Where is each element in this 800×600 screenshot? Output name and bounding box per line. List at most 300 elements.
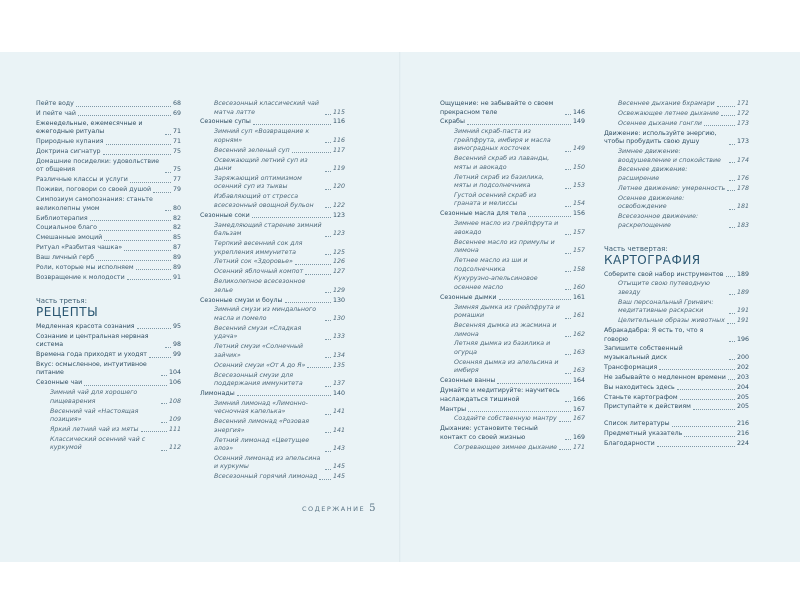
toc-entry[interactable]	[36, 436, 181, 453]
toc-entry[interactable]	[440, 220, 585, 237]
toc-entry[interactable]	[200, 278, 345, 295]
dot-leader	[565, 169, 571, 170]
toc-entry[interactable]	[604, 110, 749, 119]
toc-entry-page: 112	[168, 444, 181, 452]
dot-leader	[672, 426, 735, 427]
dot-leader	[325, 254, 331, 255]
toc-entry[interactable]	[604, 299, 749, 316]
toc-entry-title: Дыхание: установите тесный контакт со своей жизнью	[440, 425, 538, 441]
toc-entry[interactable]	[36, 254, 181, 263]
dot-leader	[565, 234, 571, 235]
toc-entry-title: Осенний яблочный компот	[214, 268, 304, 276]
toc-entry[interactable]	[200, 455, 345, 472]
toc-entry[interactable]	[36, 110, 181, 119]
dot-leader	[124, 250, 171, 251]
toc-entry-page: 166	[572, 395, 585, 403]
toc-entry-page: 119	[332, 165, 345, 173]
toc-entry[interactable]	[36, 186, 181, 195]
dot-leader	[565, 439, 571, 440]
dot-leader	[677, 389, 735, 390]
toc-entry[interactable]	[604, 317, 749, 326]
toc-entry-page: 160	[572, 283, 585, 291]
toc-entry[interactable]	[200, 390, 345, 399]
toc-entry[interactable]	[440, 425, 585, 442]
dot-leader	[325, 142, 331, 143]
toc-entry[interactable]	[440, 406, 585, 415]
toc-entry[interactable]	[200, 372, 345, 389]
toc-entry-page: 109	[168, 416, 181, 424]
toc-entry[interactable]	[440, 322, 585, 339]
toc-entry-page: 134	[332, 351, 345, 359]
toc-entry-title: Ваш персональный Гринвич: медитативные раскраски	[618, 298, 714, 315]
dot-leader	[468, 411, 571, 412]
toc-entry[interactable]	[200, 147, 345, 156]
toc-entry-page: 82	[172, 214, 181, 222]
toc-entry[interactable]	[200, 268, 345, 277]
toc-entry-title: Всесезонный классический чай матча латте	[214, 100, 319, 116]
toc-entry-page: 91	[172, 273, 181, 281]
toc-entry-page: 204	[736, 383, 749, 391]
toc-column-2	[200, 100, 345, 483]
toc-entry[interactable]	[604, 166, 749, 183]
toc-entry-page: 163	[572, 367, 585, 375]
toc-entry[interactable]	[200, 128, 345, 145]
toc-entry-title: Кукурузно-апельсиновое осеннее масло	[454, 275, 538, 291]
toc-entry-title: Весеннее дыхание бхрамари	[618, 100, 715, 107]
toc-entry-title: Различные классы и услуги	[36, 176, 128, 184]
toc-entry-title: Вы находитесь здесь	[604, 383, 675, 391]
toc-entry-page: 202	[736, 363, 749, 371]
toc-entry[interactable]	[200, 306, 345, 323]
toc-entry-title: Домашние посиделки: удовольствие от общения	[36, 157, 160, 174]
toc-entry[interactable]	[36, 389, 181, 406]
toc-entry-page: 158	[572, 265, 585, 273]
toc-column-1	[36, 100, 181, 454]
toc-entry[interactable]	[440, 128, 585, 154]
toc-entry-title: Терпкий весенний сок для укрепления иммунитета	[214, 240, 303, 256]
toc-entry-page: 111	[168, 425, 181, 433]
dot-leader	[693, 409, 735, 410]
toc-entry-title: Избавляющий от стресса всесезонный овощной бульон	[214, 193, 314, 209]
toc-entry-page: 85	[172, 234, 181, 242]
dot-leader	[565, 188, 571, 189]
page-footer	[302, 503, 375, 514]
part-title: РЕЦЕПТЫ	[36, 304, 99, 319]
dot-leader	[729, 180, 735, 181]
toc-entry-title: Согревающее зимнее дыхание	[454, 443, 558, 451]
toc-entry[interactable]	[604, 185, 749, 194]
toc-entry-page: 135	[332, 361, 345, 369]
toc-entry-title: Думайте и медитируйте: научитесь наслаждаться тишиной	[440, 387, 560, 403]
toc-entry[interactable]	[200, 258, 345, 267]
toc-entry-title: Освежающий летний суп из дыни	[214, 156, 308, 173]
toc-entry[interactable]	[36, 176, 181, 185]
toc-entry-title: Весенний смузи «Сладкая удача»	[214, 324, 302, 341]
toc-entry[interactable]	[36, 138, 181, 147]
footer-page-number: 5	[369, 503, 376, 514]
toc-entry[interactable]	[200, 118, 345, 127]
toc-entry[interactable]	[440, 340, 585, 357]
toc-entry-page: 146	[572, 108, 585, 116]
toc-entry[interactable]	[36, 379, 181, 388]
dot-leader	[565, 318, 571, 319]
toc-entry-title: Поживи, поговори со своей душой	[36, 186, 152, 194]
dot-leader	[729, 313, 735, 314]
dot-leader	[165, 347, 171, 348]
toc-entry[interactable]	[36, 323, 181, 332]
dot-leader	[305, 274, 331, 275]
toc-entry-title: Всесезонный горячий лимонад	[214, 473, 318, 481]
toc-entry-title: Вкус: осмысленное, интуитивное питание	[36, 360, 147, 377]
toc-entry-page: 87	[172, 244, 181, 252]
toc-entry[interactable]	[200, 437, 345, 454]
dot-leader	[78, 115, 171, 116]
toc-entry-title: Социальное благо	[36, 224, 97, 232]
toc-entry[interactable]	[604, 420, 749, 429]
toc-entry-page: 167	[572, 405, 585, 413]
toc-entry-page: 224	[736, 440, 749, 448]
toc-entry-page: 129	[332, 286, 345, 294]
toc-entry[interactable]	[36, 274, 181, 283]
toc-entry-page: 164	[572, 377, 585, 385]
dot-leader	[161, 403, 167, 404]
toc-entry[interactable]	[440, 415, 585, 424]
toc-entry-title: Осенний смузи «От А до Я»	[214, 361, 306, 369]
dot-leader	[497, 383, 571, 384]
toc-entry-page: 106	[168, 379, 181, 387]
spacer	[604, 232, 749, 239]
toc-entry[interactable]	[604, 271, 749, 280]
toc-entry-title: Весенний скраб из лаванды, мяты и авокадо	[454, 155, 550, 171]
dot-leader	[325, 320, 331, 321]
toc-entry-page: 154	[572, 200, 585, 208]
toc-entry-page: 150	[572, 163, 585, 171]
dot-leader	[325, 386, 331, 387]
toc-entry[interactable]	[440, 100, 585, 117]
toc-entry-title: Весеннее движение: расширение	[618, 166, 688, 182]
toc-entry[interactable]	[36, 215, 181, 224]
toc-entry[interactable]	[36, 148, 181, 157]
toc-entry[interactable]	[200, 343, 345, 360]
toc-entry-title: Лимонады	[200, 389, 235, 397]
toc-entry-title: Целительные образы животных	[618, 317, 725, 325]
toc-entry-title: Движение: используйте энергию, чтобы пробудить свою душу	[604, 129, 717, 146]
toc-entry-page: 141	[332, 408, 345, 416]
toc-entry[interactable]	[604, 327, 749, 344]
toc-entry-page: 205	[736, 393, 749, 401]
toc-entry[interactable]	[36, 120, 181, 137]
toc-entry[interactable]	[36, 196, 181, 213]
dot-leader	[325, 207, 331, 208]
toc-entry[interactable]	[36, 361, 181, 378]
toc-entry[interactable]	[604, 384, 749, 393]
dot-leader	[165, 210, 171, 211]
toc-entry[interactable]	[200, 473, 345, 482]
dot-leader	[565, 271, 571, 272]
toc-entry-title: Роли, которые мы исполняем	[36, 263, 134, 271]
toc-entry-title: Зимнее масло из грейпфрута и авокадо	[454, 220, 559, 236]
dot-leader	[285, 302, 331, 303]
toc-entry[interactable]	[440, 210, 585, 219]
toc-entry-page: 172	[736, 109, 749, 117]
toc-entry[interactable]	[200, 240, 345, 257]
toc-entry-title: Всесезонное движение: раскрепощение	[618, 213, 699, 229]
toc-entry[interactable]	[36, 100, 181, 109]
toc-entry-title: Пейте воду	[36, 100, 74, 107]
toc-entry[interactable]	[604, 120, 749, 129]
toc-entry-page: 95	[172, 322, 181, 330]
toc-entry-title: Летний лимонад «Цветущее алоэ»	[214, 436, 310, 453]
toc-entry[interactable]	[604, 195, 749, 212]
toc-entry[interactable]	[604, 430, 749, 439]
toc-entry-title: Библиотерапия	[36, 214, 88, 222]
toc-entry-page: 123	[332, 230, 345, 238]
toc-entry-page: 149	[572, 118, 585, 126]
toc-entry[interactable]	[604, 394, 749, 403]
dot-leader	[680, 399, 735, 400]
dot-leader	[717, 106, 735, 107]
dot-leader	[161, 375, 167, 376]
toc-entry[interactable]	[440, 155, 585, 172]
toc-entry[interactable]	[200, 297, 345, 306]
part-label: Часть четвертая:	[604, 244, 668, 253]
toc-entry[interactable]	[36, 234, 181, 243]
toc-column-4	[604, 100, 749, 450]
toc-entry-title: Не забывайте о медленном времени	[604, 373, 726, 381]
toc-entry-page: 216	[736, 430, 749, 438]
dot-leader	[325, 171, 331, 172]
toc-entry[interactable]	[604, 100, 749, 109]
toc-entry[interactable]	[604, 374, 749, 383]
toc-entry[interactable]	[440, 257, 585, 274]
toc-entry[interactable]	[440, 359, 585, 376]
toc-entry-page: 191	[736, 317, 749, 325]
toc-entry-page: 163	[572, 348, 585, 356]
dot-leader	[729, 144, 735, 145]
toc-entry-title: Доктрина сигнатур	[36, 148, 101, 156]
dot-leader	[565, 253, 571, 254]
toc-entry-title: Освежающее летнее дыхание	[618, 109, 719, 117]
toc-entry[interactable]	[604, 364, 749, 373]
toc-entry[interactable]	[200, 418, 345, 435]
dot-leader	[130, 182, 171, 183]
toc-entry[interactable]	[200, 100, 345, 117]
toc-entry-title: Сезонные соки	[200, 211, 250, 219]
toc-entry-title: Летняя дымка из базилика и огурца	[454, 340, 551, 356]
book-gutter	[399, 52, 401, 562]
toc-entry-page: 133	[332, 333, 345, 341]
dot-leader	[99, 230, 171, 231]
toc-entry-page: 117	[332, 146, 345, 154]
dot-leader	[325, 451, 331, 452]
toc-entry-title: Скрабы	[440, 118, 465, 126]
toc-entry-title: Станьте картографом	[604, 393, 678, 401]
toc-entry[interactable]	[200, 325, 345, 342]
toc-entry-title: Осеннее движение: освобождение	[618, 194, 685, 211]
toc-entry[interactable]	[200, 212, 345, 221]
toc-entry-page: 77	[172, 176, 181, 184]
toc-entry-page: 156	[572, 210, 585, 218]
toc-entry-page: 176	[736, 174, 749, 182]
toc-entry-page: 89	[172, 254, 181, 262]
toc-entry[interactable]	[440, 304, 585, 321]
toc-entry[interactable]	[604, 130, 749, 147]
dot-leader	[729, 294, 735, 295]
toc-entry-page: 161	[572, 293, 585, 301]
toc-entry[interactable]	[440, 387, 585, 404]
dot-leader	[565, 114, 571, 115]
toc-entry[interactable]	[604, 440, 749, 449]
toc-entry-page: 173	[736, 138, 749, 146]
toc-entry[interactable]	[440, 275, 585, 292]
toc-entry-page: 171	[572, 443, 585, 451]
dot-leader	[307, 367, 331, 368]
dot-leader	[727, 323, 735, 324]
dot-leader	[253, 124, 331, 125]
toc-entry-page: 178	[736, 184, 749, 192]
toc-entry[interactable]	[440, 239, 585, 256]
toc-entry-title: Осеннее дыхание гонгли	[618, 119, 702, 127]
dot-leader	[153, 192, 171, 193]
toc-entry-page: 173	[736, 119, 749, 127]
toc-entry[interactable]	[200, 222, 345, 239]
dot-leader	[141, 431, 167, 432]
toc-entry-page: 116	[332, 118, 345, 126]
toc-entry-title: Ваш личный герб	[36, 254, 95, 262]
toc-entry[interactable]	[440, 192, 585, 209]
toc-entry-page: 71	[172, 128, 181, 136]
toc-entry-title: Предметный указатель	[604, 430, 683, 438]
toc-entry-page: 191	[736, 307, 749, 315]
toc-entry-page: 137	[332, 380, 345, 388]
dot-leader	[325, 114, 331, 115]
toc-entry-title: Весенняя дымка из жасмина и лимона	[454, 322, 557, 338]
dot-leader	[96, 260, 171, 261]
toc-entry-page: 145	[332, 473, 345, 481]
toc-entry-title: Летний скраб из базилика, мяты и подсолнечника	[454, 173, 544, 190]
toc-entry[interactable]	[36, 333, 181, 350]
toc-entry-page: 125	[332, 248, 345, 256]
toc-entry-page: 75	[172, 148, 181, 156]
dot-leader	[729, 359, 735, 360]
toc-entry-title: Яркий летний чай из мяты	[50, 425, 139, 433]
toc-entry-page: 203	[736, 373, 749, 381]
dot-leader	[729, 341, 735, 342]
dot-leader	[565, 354, 571, 355]
dot-leader	[137, 328, 171, 329]
toc-entry[interactable]	[440, 377, 585, 386]
toc-entry[interactable]	[604, 345, 749, 362]
toc-entry[interactable]	[604, 403, 749, 412]
dot-leader	[325, 189, 331, 190]
toc-entry[interactable]	[200, 175, 345, 192]
toc-entry[interactable]	[440, 118, 585, 127]
toc-entry-title: Времена года приходят и уходят	[36, 351, 147, 359]
toc-entry-title: Ритуал «Разбитая чашка»	[36, 244, 123, 252]
toc-entry-title: Трансформация	[604, 363, 658, 371]
toc-entry-title: Весенний зеленый суп	[214, 146, 290, 154]
toc-entry-title: Великолепное всесезонное зелье	[214, 278, 306, 294]
toc-entry-title: Сезонные смузи и боулы	[200, 296, 283, 304]
dot-leader	[704, 125, 735, 126]
toc-entry-title: Смешанные эмоций	[36, 234, 103, 242]
toc-entry-title: Список литературы	[604, 420, 670, 428]
toc-entry-page: 80	[172, 204, 181, 212]
toc-entry-title: Симпозиум самопознания: станьте великолепны умом	[36, 196, 153, 212]
toc-entry-title: Летнее движение: умеренность	[618, 184, 726, 192]
dot-leader	[325, 339, 331, 340]
dot-leader	[103, 154, 171, 155]
toc-entry-page: 149	[572, 145, 585, 153]
toc-entry[interactable]	[36, 408, 181, 425]
toc-entry-page: 169	[572, 433, 585, 441]
toc-entry[interactable]	[36, 244, 181, 253]
dot-leader	[325, 236, 331, 237]
toc-entry-page: 189	[736, 270, 749, 278]
toc-entry[interactable]	[200, 362, 345, 371]
toc-entry-title: Сезонные дымки	[440, 293, 497, 301]
toc-entry-page: 123	[332, 211, 345, 219]
spacer	[604, 413, 749, 420]
toc-entry-title: Осенний лимонад из апельсина и куркумы	[214, 454, 321, 471]
toc-entry-page: 157	[572, 228, 585, 236]
toc-entry[interactable]	[604, 213, 749, 230]
toc-entry-title: Сезонные супы	[200, 118, 251, 126]
dot-leader	[127, 279, 171, 280]
toc-column-3	[440, 100, 585, 454]
toc-entry-title: Весеннее масло из примулы и лимона	[454, 238, 555, 255]
dot-leader	[136, 269, 171, 270]
toc-entry-title: Зимний скраб-паста из грейпфрута, имбиря и масла виноградных косточек	[454, 128, 551, 153]
dot-leader	[565, 289, 571, 290]
dot-leader	[657, 446, 735, 447]
toc-entry-title: Сезонные ванны	[440, 377, 496, 385]
dot-leader	[559, 449, 571, 450]
dot-leader	[729, 209, 735, 210]
toc-entry[interactable]	[604, 280, 749, 297]
toc-entry-page: 200	[736, 353, 749, 361]
toc-entry[interactable]	[36, 224, 181, 233]
toc-entry[interactable]	[604, 148, 749, 165]
toc-entry[interactable]	[200, 193, 345, 210]
toc-entry-page: 153	[572, 182, 585, 190]
toc-entry-page: 145	[332, 463, 345, 471]
toc-entry[interactable]	[440, 294, 585, 303]
toc-entry-page: 127	[332, 268, 345, 276]
dot-leader	[76, 106, 171, 107]
toc-entry-title: Густой осенний скраб из граната и мелиссы	[454, 191, 537, 208]
toc-entry-title: Зимний суп «Возвращение к корням»	[214, 128, 310, 144]
toc-entry[interactable]	[200, 157, 345, 174]
toc-entry-title: Отыщите свою путеводную звезду	[618, 280, 710, 296]
toc-entry-page: 108	[168, 397, 181, 405]
toc-entry[interactable]	[36, 158, 181, 175]
toc-entry[interactable]	[36, 264, 181, 273]
toc-entry-title: Классический осенний чай с куркумой	[50, 435, 146, 452]
toc-entry[interactable]	[440, 174, 585, 191]
toc-entry-page: 98	[172, 341, 181, 349]
dot-leader	[565, 206, 571, 207]
toc-entry[interactable]	[36, 426, 181, 435]
toc-entry[interactable]	[200, 400, 345, 417]
dot-leader	[161, 450, 167, 451]
dot-leader	[252, 217, 331, 218]
dot-leader	[726, 276, 735, 277]
toc-entry-page: 99	[172, 351, 181, 359]
toc-entry[interactable]	[36, 351, 181, 360]
toc-entry-title: Благодарности	[604, 440, 655, 448]
toc-entry[interactable]	[440, 444, 585, 453]
